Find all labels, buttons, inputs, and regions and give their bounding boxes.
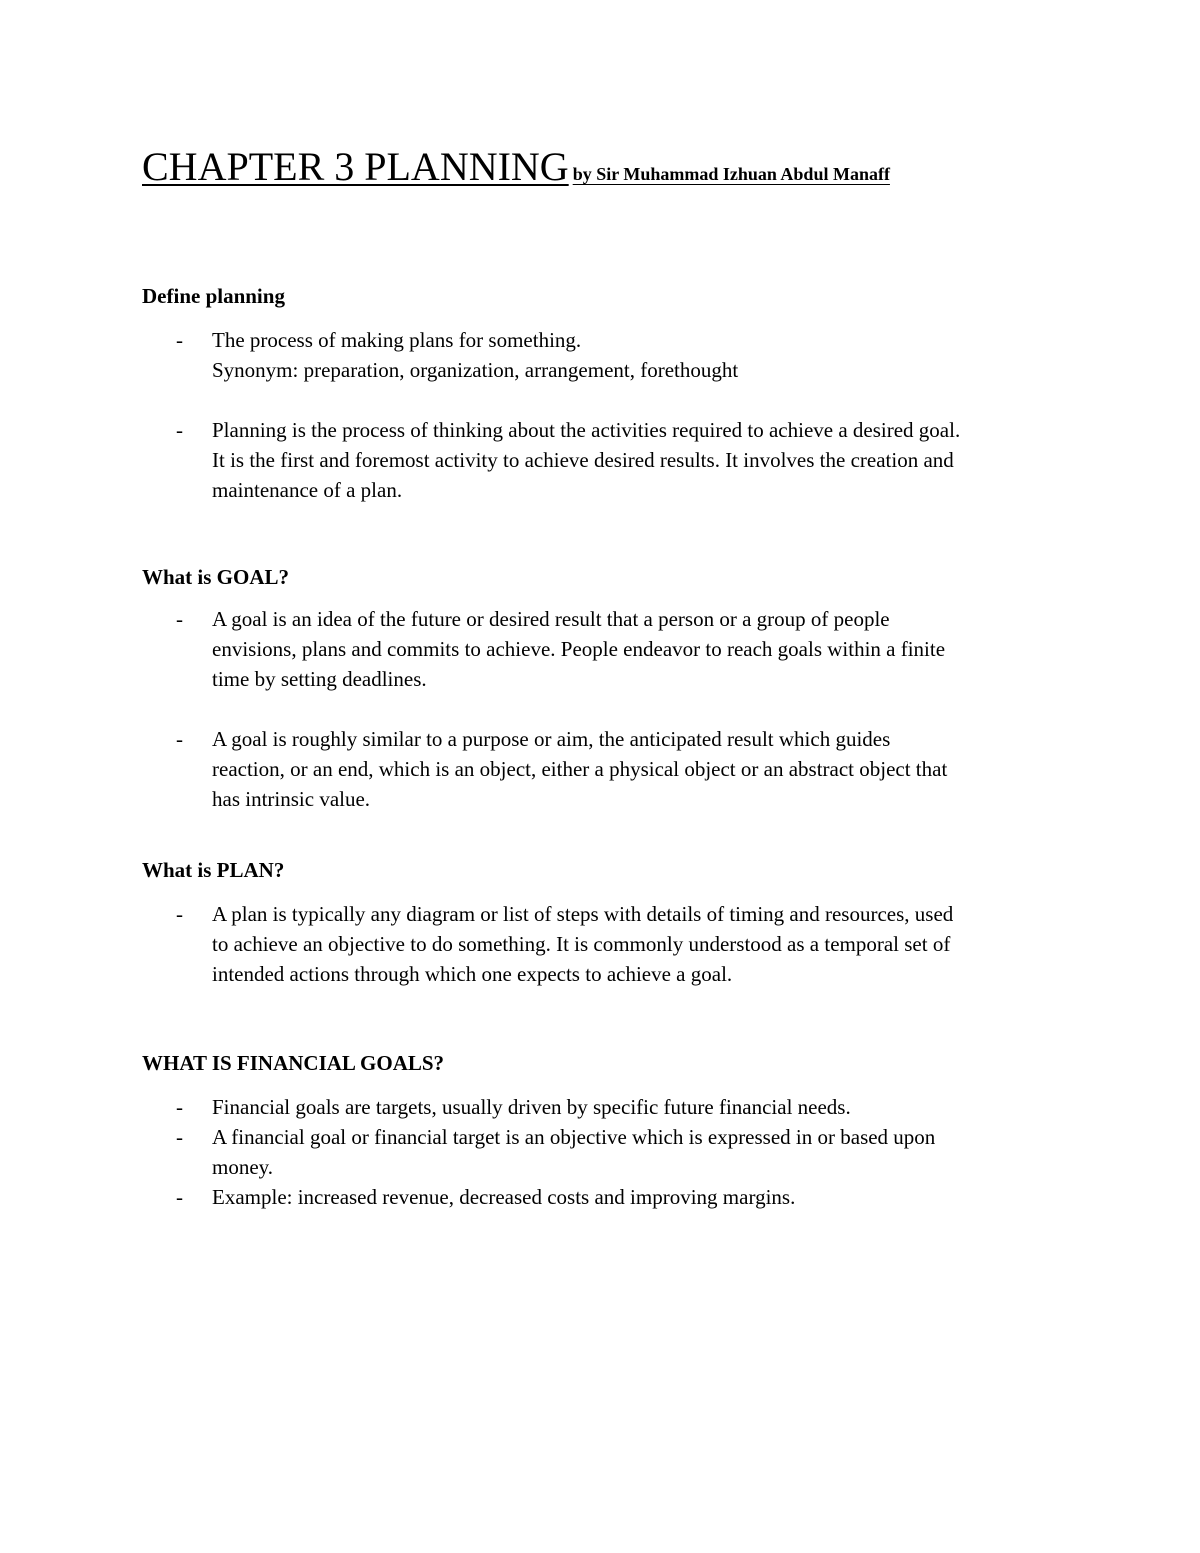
bullet-list bbox=[142, 604, 1082, 814]
section-financial-goals bbox=[142, 1048, 1082, 1212]
bullet-list bbox=[142, 325, 1082, 505]
author-byline: by Sir Muhammad Izhuan Abdul Manaff bbox=[572, 164, 890, 184]
section-what-is-plan bbox=[142, 855, 1082, 989]
list-item bbox=[142, 325, 1082, 385]
dash-bullet-icon: - bbox=[176, 1095, 183, 1119]
list-item bbox=[142, 1182, 1082, 1212]
list-item-text: maintenance of a plan. bbox=[212, 478, 403, 502]
list-item bbox=[142, 899, 1082, 989]
list-item-text: The process of making plans for something. bbox=[212, 328, 582, 352]
list-item-text: Synonym: preparation, organization, arrangement, forethought bbox=[212, 358, 739, 382]
list-item bbox=[142, 1122, 1082, 1182]
dash-bullet-icon: - bbox=[176, 727, 183, 751]
list-item bbox=[142, 415, 1082, 505]
chapter-title: CHAPTER 3 PLANNING bbox=[142, 144, 569, 189]
list-item-text: to achieve an objective to do something. It is commonly understood as a temporal set of bbox=[212, 932, 951, 956]
list-item-text: money. bbox=[212, 1155, 274, 1179]
document-title bbox=[142, 143, 890, 190]
bullet-list bbox=[142, 899, 1082, 989]
list-item-text: Financial goals are targets, usually driven by specific future financial needs. bbox=[212, 1095, 851, 1119]
dash-bullet-icon: - bbox=[176, 1185, 183, 1209]
list-item-text: It is the first and foremost activity to achieve desired results. It involves the creation and bbox=[212, 448, 954, 472]
list-item-text: reaction, or an end, which is an object, either a physical object or an abstract object that bbox=[212, 757, 948, 781]
section-heading: WHAT IS FINANCIAL GOALS? bbox=[142, 1051, 445, 1075]
dash-bullet-icon: - bbox=[176, 902, 183, 926]
list-item-text: has intrinsic value. bbox=[212, 787, 371, 811]
section-heading: Define planning bbox=[142, 284, 285, 308]
list-item-text: A goal is roughly similar to a purpose or aim, the anticipated result which guides bbox=[212, 727, 891, 751]
list-item bbox=[142, 724, 1082, 814]
list-item-text: Example: increased revenue, decreased costs and improving margins. bbox=[212, 1185, 796, 1209]
dash-bullet-icon: - bbox=[176, 418, 183, 442]
list-item-text: time by setting deadlines. bbox=[212, 667, 427, 691]
list-item-text: intended actions through which one expects to achieve a goal. bbox=[212, 962, 733, 986]
section-define-planning bbox=[142, 281, 1082, 505]
list-item-text: envisions, plans and commits to achieve. People endeavor to reach goals within a finite bbox=[212, 637, 946, 661]
list-item-text: Planning is the process of thinking about the activities required to achieve a desired goal. bbox=[212, 418, 961, 442]
list-item-text: A financial goal or financial target is an objective which is expressed in or based upon bbox=[212, 1125, 936, 1149]
list-item-text: A plan is typically any diagram or list of steps with details of timing and resources, used bbox=[212, 902, 954, 926]
bullet-list bbox=[142, 1092, 1082, 1212]
dash-bullet-icon: - bbox=[176, 607, 183, 631]
dash-bullet-icon: - bbox=[176, 1125, 183, 1149]
section-heading: What is PLAN? bbox=[142, 858, 285, 882]
list-item bbox=[142, 604, 1082, 694]
list-item bbox=[142, 1092, 1082, 1122]
dash-bullet-icon: - bbox=[176, 328, 183, 352]
list-item-text: A goal is an idea of the future or desired result that a person or a group of people bbox=[212, 607, 890, 631]
section-what-is-goal bbox=[142, 562, 1082, 814]
section-heading: What is GOAL? bbox=[142, 565, 290, 589]
